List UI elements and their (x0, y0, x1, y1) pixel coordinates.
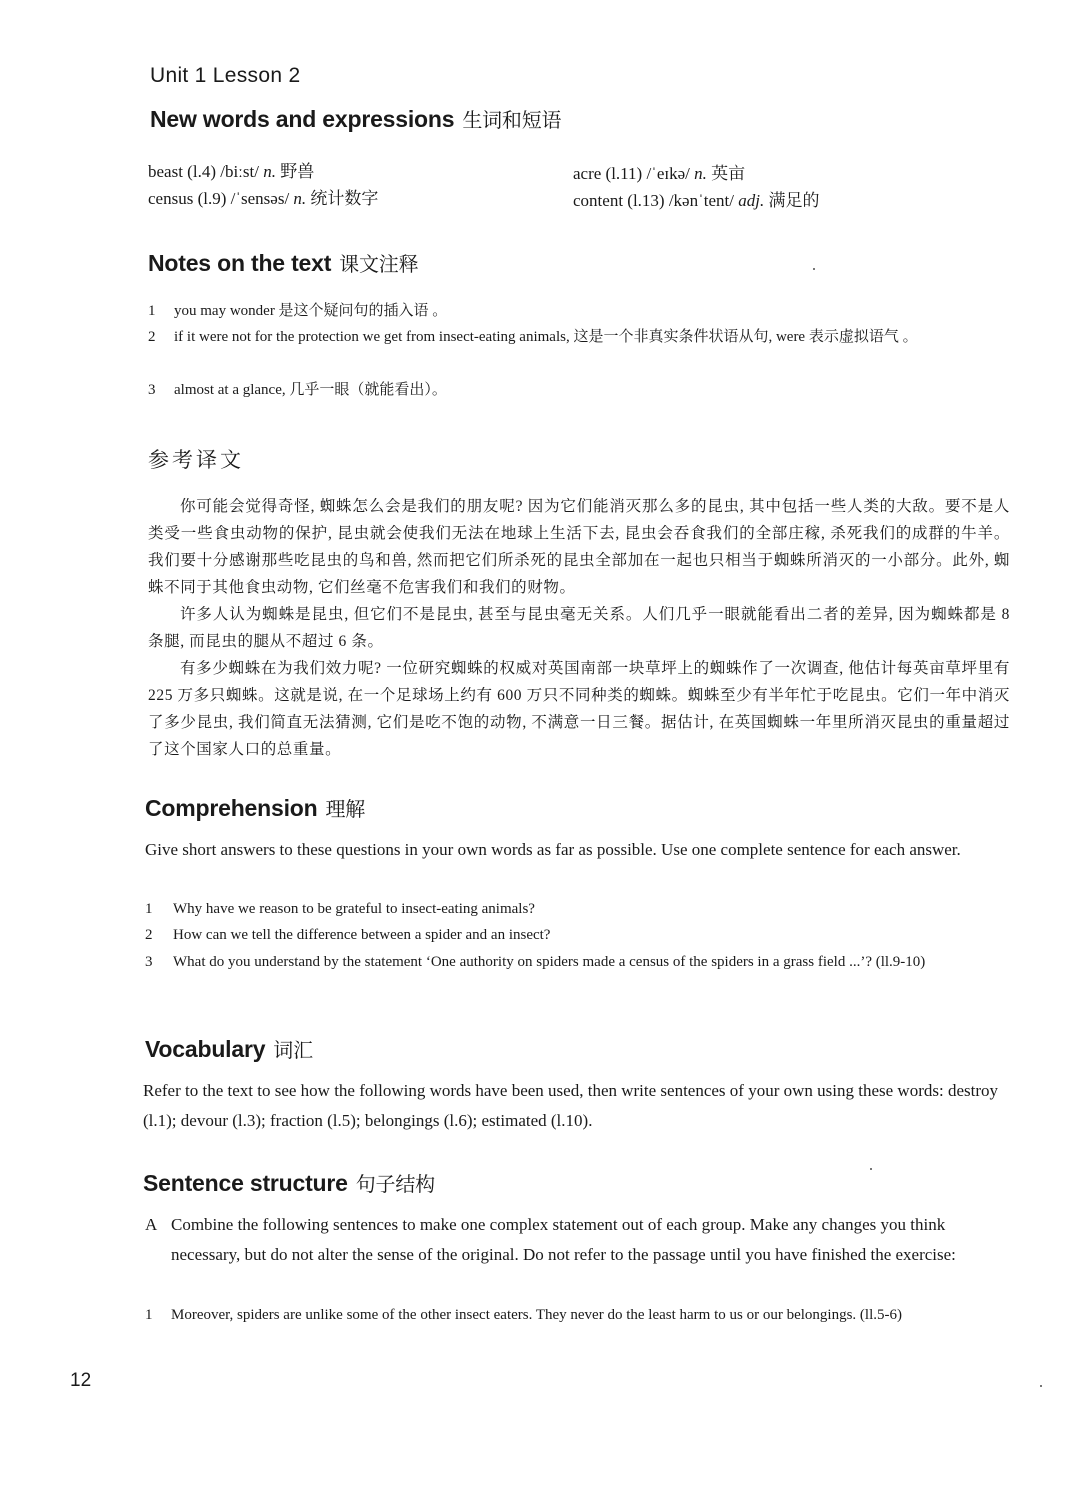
note-number: 1 (148, 303, 156, 319)
vocabulary-heading-cn: 词汇 (273, 1038, 313, 1062)
new-words-heading-en: New words and expressions (150, 106, 455, 132)
note-number: 3 (148, 382, 156, 398)
vocab-pos: n. (694, 164, 707, 183)
question-text: What do you understand by the statement ‘One authority on spiders made a census of the spiders in a grass field ...’? (ll.9-10) (173, 954, 926, 970)
comprehension-heading (145, 793, 365, 822)
comprehension-question (145, 896, 1015, 922)
comprehension-question (145, 949, 1015, 1001)
note-text: if it were not for the protection we get from insect-eating animals, 这是一个非真实条件状语从句, were 表示虚拟语气 。 (174, 329, 918, 345)
vocab-entry-beast (148, 157, 314, 182)
vocabulary-heading (145, 1034, 313, 1063)
new-words-heading-cn: 生词和短语 (462, 108, 562, 132)
translation-body (148, 493, 1010, 763)
question-number: 3 (145, 954, 153, 970)
sentence-structure-heading (143, 1168, 435, 1197)
comprehension-instruction: Give short answers to these questions in your own words as far as possible. Use one complete sentence for each answer. (145, 840, 961, 859)
note-text: almost at a glance, 几乎一眼（就能看出）。 (174, 382, 447, 398)
translation-paragraph: 你可能会觉得奇怪, 蜘蛛怎么会是我们的朋友呢? 因为它们能消灭那么多的昆虫, 其中包括一些人类的大敌。要不是人类受一些食虫动物的保护, 昆虫就会使我们无法在地球上生活下去, 昆虫会吞食我们的全部庄稼, 杀死我们的成群的牛羊。我们要十分感谢那些吃昆虫的鸟和兽, 然而把它们所杀死的昆虫全部加在一起也只相当于蜘蛛所消灭的一小部分。此外, 蜘蛛不同于其他食虫动物, 它们丝毫不危害我们和我们的财物。 (148, 498, 1010, 596)
vocab-meaning: 统计数字 (306, 189, 379, 208)
new-words-heading (150, 104, 561, 133)
vocab-meaning: 英亩 (706, 164, 746, 183)
notes-heading-cn: 课文注释 (339, 252, 419, 276)
exercise-number: 1 (145, 1307, 153, 1323)
note-item (148, 324, 1018, 376)
comprehension-heading-en: Comprehension (145, 795, 318, 821)
comprehension-heading-cn: 理解 (325, 797, 366, 821)
section-instruction: Combine the following sentences to make one complex statement out of each group. Make any changes you think necessary, but do not alter the sense of the original. Do not refer to the passage until you have finished the exercise: (171, 1215, 956, 1264)
vocab-pos: n. (263, 162, 276, 181)
note-item (148, 298, 1018, 324)
vocab-word: census (l.9) /ˈsensəs/ (148, 189, 294, 208)
section-label: A (145, 1215, 158, 1234)
translation-heading: 参考译文 (148, 448, 244, 472)
exercise-text: Moreover, spiders are unlike some of the other insect eaters. They never do the least harm to us or our belongings. (ll.5-6) (171, 1307, 902, 1323)
note-text: you may wonder 是这个疑问句的插入语 。 (174, 303, 448, 319)
scan-speck (1040, 1385, 1042, 1387)
page-number: 12 (70, 1370, 92, 1391)
question-number: 1 (145, 901, 153, 917)
vocab-meaning: 野兽 (275, 162, 315, 181)
vocab-entry-census (148, 184, 378, 209)
vocab-pos: adj. (738, 191, 765, 210)
vocab-word: content (l.13) /kənˈtent/ (573, 191, 739, 210)
vocab-entry-acre (573, 159, 745, 184)
scan-speck (870, 1168, 872, 1170)
note-item (148, 377, 1018, 403)
vocab-pos: n. (293, 189, 307, 208)
scan-speck (813, 268, 815, 270)
note-number: 2 (148, 329, 156, 345)
exercise-item (145, 1302, 1015, 1354)
vocab-entry-content (573, 186, 819, 211)
vocab-meaning: 满足的 (764, 191, 820, 210)
sentence-structure-heading-cn: 句子结构 (355, 1172, 435, 1196)
sentence-structure-heading-en: Sentence structure (143, 1170, 348, 1196)
translation-paragraph: 有多少蜘蛛在为我们效力呢? 一位研究蜘蛛的权威对英国南部一块草坪上的蜘蛛作了一次调查, 他估计每英亩草坪里有 225 万多只蜘蛛。这就是说, 在一个足球场上约有 600 万只不同种类的蜘蛛。蜘蛛至少有半年忙于吃昆虫。它们一年中消灭了多少昆虫, 我们简直无法猜测, 它们是吃不饱的动物, 不满意一日三餐。据估计, 在英国蜘蛛一年里所消灭昆虫的重量超过了这个国家人口的总重量。 (148, 660, 1010, 758)
vocab-word: acre (l.11) /ˈeɪkə/ (573, 164, 695, 183)
question-text: How can we tell the difference between a spider and an insect? (173, 927, 551, 943)
question-text: Why have we reason to be grateful to insect-eating animals? (173, 901, 535, 917)
notes-heading-en: Notes on the text (148, 250, 332, 276)
exercise-section-a (145, 1210, 1015, 1302)
unit-lesson-title: Unit 1 Lesson 2 (150, 64, 301, 87)
vocabulary-instruction: Refer to the text to see how the following words have been used, then write sentences of your own using these words: destroy (l.1); devour (l.3); fraction (l.5); belongings (l.6); estimated (l.10). (143, 1081, 998, 1130)
vocab-word: beast (l.4) /biːst/ (148, 162, 264, 181)
question-number: 2 (145, 927, 153, 943)
vocabulary-heading-en: Vocabulary (145, 1036, 266, 1062)
notes-heading (148, 248, 418, 277)
translation-paragraph: 许多人认为蜘蛛是昆虫, 但它们不是昆虫, 甚至与昆虫毫无关系。人们几乎一眼就能看出二者的差异, 因为蜘蛛都是 8 条腿, 而昆虫的腿从不超过 6 条。 (148, 606, 1010, 650)
comprehension-question (145, 922, 1015, 948)
